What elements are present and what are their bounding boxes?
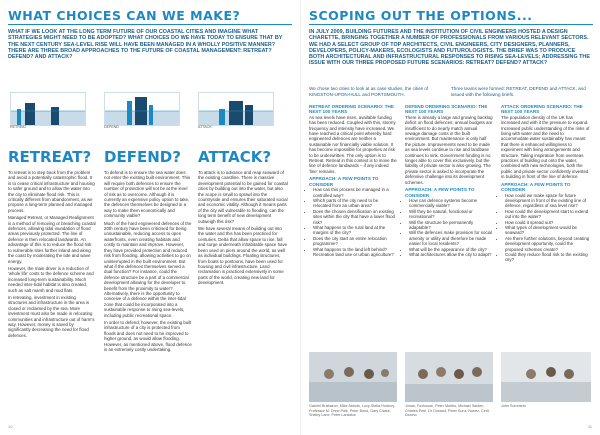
retreat-brief [309, 104, 397, 257]
retreat-brief-title: RETREAT ORDERING SCENARIO: THE NEXT 100 YEARS [309, 104, 394, 115]
attack-diagram [198, 92, 274, 126]
defend-points [405, 198, 493, 257]
defend-para-1: To defend is to ensure the sea water does not enter the existing built environment. This will require both defences to ensure the number of protection will not be at the level of risk as to overcome. Although it is currently an expensive policy option to take, the defences themselves be designed in a way to make them economically and community viable? [104, 170, 191, 219]
attack-column [198, 170, 288, 288]
attack-brief-title: ATTACK ORDERING SCENARIO: THE NEXT 100 YEARS [501, 104, 583, 115]
retreat-para-1: To retreat is to step back from the problem and avoid a potentially catastrophic flood. It is to cease critical infrastructure and housing to safer ground and to allow the water into the city to eliminate flood risk. This is critically different from abandonment, as we propose a long-term planned and managed process. [8, 170, 95, 213]
attack-point: • Could they reduce flood risk to the existing city? [505, 252, 591, 263]
attack-team-photo [501, 352, 591, 402]
attack-point: • Are there further solutions, beyond creating development opportunity, could the proposed schemes create? [505, 236, 591, 252]
retreat-point: • How can this process be managed in a controlled way? [313, 187, 397, 198]
attack-approach-title: APPROACH: A FEW POINTS TO CONSIDER [501, 181, 571, 193]
defend-point: • What will be the appearance of the city? [409, 247, 493, 252]
teams-note: Three teams were formed: RETREAT, DEFEND and ATTACK, and issued with the following briefs. [451, 86, 586, 97]
defend-label: DEFEND? [104, 148, 181, 166]
retreat-diagram [10, 92, 86, 126]
defend-point: • What architectures allow the city to adapt? [409, 252, 493, 257]
attack-point: • How could it spread out? [505, 220, 591, 225]
defend-brief-title: DEFEND ORDERING SCENARIO: THE NEXT 100 YEARS [405, 104, 488, 115]
retreat-point: • What happens to the land left behind? Recreation land use or urban agriculture? [313, 247, 397, 258]
left-heading: WHAT CHOICES CAN WE MAKE? [8, 8, 241, 23]
defend-brief [405, 104, 493, 257]
retreat-photo-caption: Gabriel Brabazon, Mike Abbots, Lucy-Stella Horbury, Professor M. Drew Palk, Peter Bond, Gary Clarke, Shelby Lane, Peter Laradius [309, 404, 396, 418]
retreat-team-photo [309, 352, 397, 402]
left-intro: WHAT IF WE LOOK AT THE LONG TERM FUTURE OF OUR COASTAL CITIES AND IMAGINE WHAT STRATEGIES MIGHT NEED TO BE ADOPTED? WHAT CHOICES DO WE HAVE TODAY TO ENSURE THAT BY THE NEXT CENTURY SEA-LEVEL RISE WILL HAVE BEEN MANAGED IN A WHOLLY POSITIVE MANNER? THERE ARE THREE BROAD APPROACHES TO THE FUTURE OF COASTAL MANAGEMENT: RETREAT? DEFEND? AND ATTACK? [8, 29, 283, 61]
defend-diagram-caption: DEFEND [104, 125, 119, 129]
right-page-number: 11 [587, 424, 592, 429]
case-study-note: We chose two cities to look at as case studies, the cities of KINGSTON-UPON-HULL and PORTSMOUTH. [309, 86, 429, 97]
attack-diagram-caption: ATTACK [198, 125, 212, 129]
defend-approach-title: APPROACH: A FEW POINTS TO CONSIDER [405, 187, 475, 198]
retreat-para-3: However, the main driver is a reduction of 'whole life' costs to the defence scheme and increased long-term sustainability. Much needed inter-tidal habitat is also created, such as salt marsh and mud flats. [8, 265, 94, 293]
attack-para-1: To attack is to advance and reap seaward of the existing coastline. There is massive development potential to be gained for coastal cities by building out into the water, but also the scope is small to sprawl into the countryside and ensures their saturated social and economic vitality. Although it means parts of the city will vulnerable to flooding, can the long term benefit of new development outweigh this risk? [198, 170, 288, 224]
defend-brief-body: There is already a large and growing backlog deficit on flood defences; annual budgets are insufficient to do nearly match annual sewage damage costs in the built environment. But maintenance is only half the picture. Improvements need to be made as sea levels continue to rise and landbase continues to sink. Government funding is no longer able to cover this exclusively, but the liability of private sector is also growing. The private sector is asked to incorporate the defensive challenge into its development schemes. [405, 114, 493, 185]
defend-column [104, 170, 192, 354]
attack-para-2: We have several means of building out into the water and this has been practiced for centuries. Delta that allow space to rise, fall and surge underneath inhabitable space have been used on piers around the world, as well as individual buildings. Floating structures, from boats to pontoons, have been used for housing and civil infrastructure. Land reclamation is practiced extensively in some parts of the world, creating new land for development. [198, 226, 288, 286]
attack-points [501, 193, 591, 263]
retreat-point: • What happens to the rural land at the margins of the city? [313, 225, 397, 236]
retreat-approach-title: APPROACH: A FEW POINTS TO CONSIDER [309, 176, 379, 187]
attack-point: • How could the development start to extend out into the water? [505, 209, 591, 220]
retreat-label: RETREAT? [8, 148, 92, 166]
retreat-para-4: In retreating, investment in existing structures and infrastructure in the area is closed or reclaimed by the sea. More investment must also be made in relocating communities and infrastructure out of harm's way. However, money is saved by significantly decreasing the need for flood defences. [8, 294, 95, 338]
defend-diagram [104, 92, 180, 126]
attack-point: • What types of development would be seaward? [505, 225, 591, 236]
retreat-diagram-caption: RETREAT [10, 125, 27, 129]
defend-point: • How can defence systems become commercially viable? [409, 198, 493, 209]
defend-para-3: In order to defend, however, the existing built infrastructure of a city is protected from floods and does not need to be improved to higher ground, as would allow flooding. However, as mentioned above, flood defence is an extremely costly undertaking. [104, 319, 192, 352]
retreat-point: • Does the chosen densification on existing sites within the city that have a lower flood risk? [313, 209, 397, 225]
attack-point: • How could we make space for future development in front of the existing line of defence, regardless of sea level rise? [505, 193, 591, 209]
left-page-number: 10 [8, 424, 13, 429]
attack-photo-caption: John Summers [501, 404, 526, 408]
defend-point: • Will the defences make provision for social amenity or utility and therefore be made easier for local residents? [409, 230, 493, 246]
left-heading-rule [8, 24, 292, 25]
retreat-point: • Which parts of the city need to be relocated from an urban area? [313, 198, 397, 209]
attack-brief [501, 104, 591, 263]
retreat-brief-body: As sea levels have risen, available funding has been reduced. Coupled with this, stormy frequency and intensity have increased. We have reached a critical point whereby hard engineered defences are neither a sustainable nor financially viable solution. It has become impossible for properties at risk to be underwritten. The only option is to Retreat. Retreat in this context is to move the line of defence landwards – if any indeed 'line' remains. [309, 114, 397, 174]
retreat-points [309, 187, 397, 257]
right-heading-rule [309, 24, 593, 25]
right-intro: IN JULY 2009, BUILDING FUTURES AND THE INSTITUTION OF CIVIL ENGINEERS HOSTED A DESIGN CHARETTE, BRINGING TOGETHER A NUMBER OF PROFESSIONALS FROM VARIOUS RELEVANT SECTORS. WE HAD A SELECT GROUP OF TOP ARCHITECTS, CIVIL ENGINEERS, CITY DESIGNERS, PLANNERS, DEVELOPERS, POLICY-MAKERS, ECOLOGISTS AND FUTUROLOGISTS. THE BRIEF WAS TO PRODUCE BOTH ARCHITECTURAL AND INFRASTRUCTURAL RESPONSES TO RISING SEA-LEVELS; ADDRESSING THE ISSUE WITH OUR THREE PROPOSED FUTURE SCENARIOS: RETREAT? DEFEND? ATTACK? [309, 29, 590, 67]
retreat-column [8, 170, 96, 340]
defend-team-photo [405, 352, 493, 402]
defend-point: • Will the structure be permanently adaptable? [409, 220, 493, 231]
retreat-para-2: Managed Retreat, or Managed Realignment is a method of removing or breaching coastal defences, allowing tidal inundation of flood areas previously protected. The line of defence is then relocated landwards. An advantage of this is to reduce the flood risk to vulnerable sites further inland and along the coast by moderating the tide and wave energy. [8, 215, 96, 264]
defend-point: • Will they be natural, functional or recreational? [409, 209, 493, 220]
defend-photo-caption: Jonas, Foxhouse, Peter Mobbs, Michael Salden, Charles Peel, Dr Dunand, Peter Kunz, Nunez, Cerit Danino [405, 404, 489, 418]
defend-para-2: Much of the hard engineered defences of the 20th century have been criticised for being unsustainable, reducing access to open waterfronts, even creating habitats and costly to maintain and improve. However, they have provided protection and reduced risk from flooding, allowing activities to go on uninterrupted in the built environment. But what if the defences themselves served a dual function? For instance, could the defence structure be a part of a commercial development allowing for the developer to benefit from the proximity to water? Alternatively, there is the opportunity to conceive of a defence within the inter-tidal zone that could be incorporated into a sustainable response to rising sea-levels, including public recreational space. [104, 220, 192, 318]
right-heading: SCOPING OUT THE OPTIONS... [309, 8, 533, 23]
right-page [300, 0, 600, 435]
attack-brief-body: The population density of the UK has increased and with it the pressure to expand. Increased public understanding of the risks of living with water and the need to accommodate water sustainably has meant that there is enhanced willingness to experiment with living arrangements and structure. Taking inspiration from overseas practices of building out onto the water, combined with new technologies, both the public and private sector confidently invested in building in front of the line of defence. [501, 114, 590, 180]
attack-label: ATTACK? [198, 148, 272, 166]
retreat-point: • Does the city start an entire relocation programme? [313, 236, 397, 247]
